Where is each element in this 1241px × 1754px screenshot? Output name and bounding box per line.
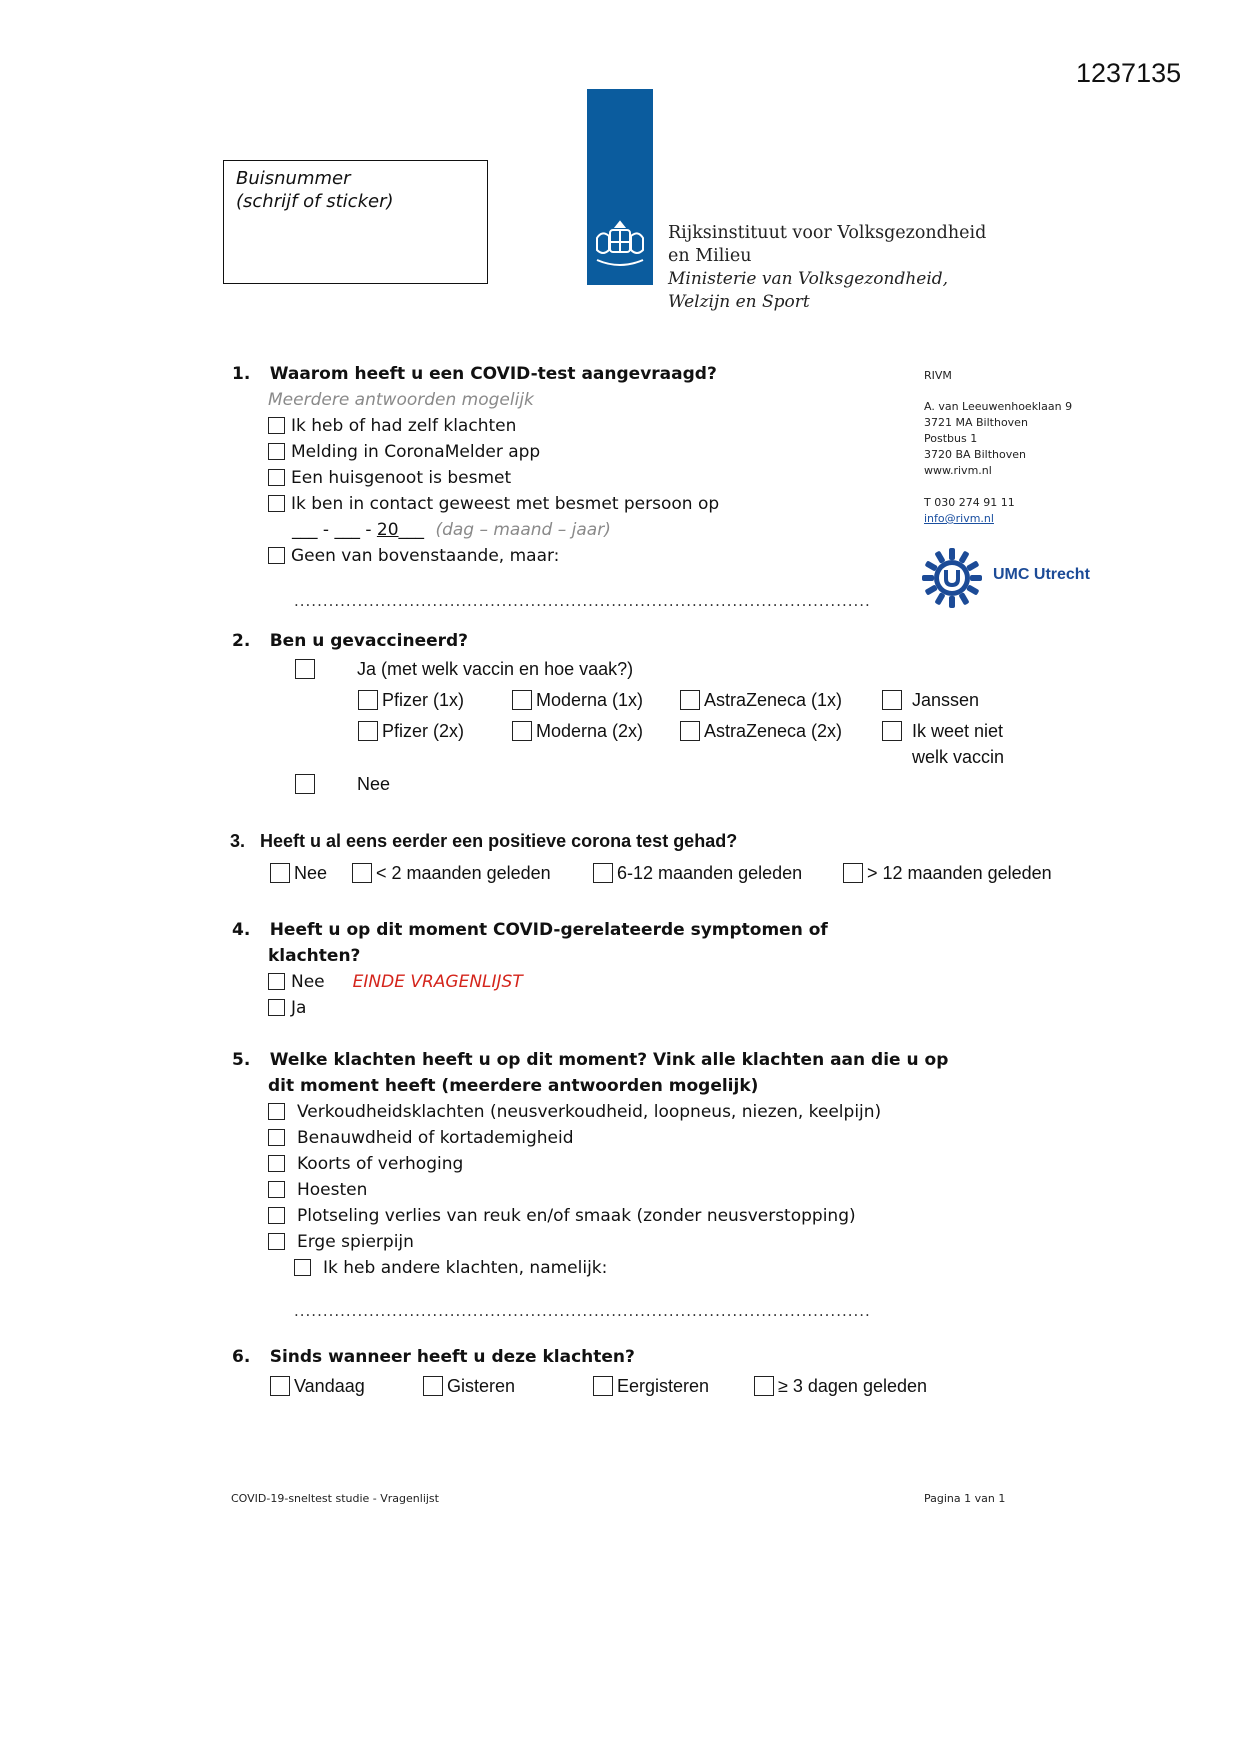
checkbox[interactable]: [268, 547, 285, 564]
q1-option-2[interactable]: [268, 442, 540, 462]
buisnummer-hint: (schrijf of sticker): [236, 191, 394, 212]
q2-unknown-label-1: Ik weet niet: [912, 721, 1004, 741]
q5-option-2-label: Benauwdheid of kortademigheid: [297, 1128, 574, 1148]
q1-option-5[interactable]: [268, 546, 559, 566]
q4-end-note: EINDE VRAGENLIJST: [352, 972, 523, 992]
q2-moderna-1x-label: Moderna (1x): [536, 690, 644, 710]
q4-title-2: klachten?: [268, 946, 361, 966]
checkbox[interactable]: [593, 863, 613, 883]
buisnummer-label: Buisnummer: [236, 168, 351, 189]
buisnummer-box[interactable]: [223, 160, 488, 284]
q1-heading: [232, 364, 717, 384]
address-postzip: 3720 BA Bilthoven: [924, 448, 1026, 461]
q1-other-line[interactable]: ....................................................................................................: [294, 592, 871, 610]
checkbox[interactable]: [270, 1376, 290, 1396]
q3-number: 3.: [230, 831, 246, 851]
checkbox[interactable]: [268, 469, 285, 486]
org-line-2: en Milieu: [668, 246, 752, 266]
q2-astra-1x[interactable]: [680, 690, 842, 711]
q5-option-4-label: Hoesten: [297, 1180, 368, 1200]
q6-title: Sinds wanneer heeft u deze klachten?: [269, 1347, 635, 1367]
q3-option-4-label: > 12 maanden geleden: [867, 863, 1052, 883]
q5-title-2: dit moment heeft (meerdere antwoorden mogelijk): [268, 1076, 759, 1096]
footer-title: COVID-19-sneltest studie - Vragenlijst: [231, 1492, 439, 1505]
q3-option-3-label: 6-12 maanden geleden: [617, 863, 803, 883]
q3-option-2-label: < 2 maanden geleden: [376, 863, 551, 883]
q5-option-1[interactable]: [268, 1102, 881, 1122]
checkbox[interactable]: [268, 443, 285, 460]
q5-option-2[interactable]: [268, 1128, 574, 1148]
q5-other-line[interactable]: ....................................................................................................: [294, 1302, 871, 1320]
q3-option-1-label: Nee: [294, 863, 328, 883]
q6-option-3[interactable]: [593, 1376, 709, 1397]
checkbox[interactable]: [268, 1181, 285, 1198]
q6-option-4[interactable]: [754, 1376, 927, 1397]
organisation-name: [668, 222, 986, 314]
q3-option-2[interactable]: [352, 863, 551, 884]
address-web: www.rivm.nl: [924, 464, 992, 477]
q2-astra-2x-label: AstraZeneca (2x): [704, 721, 843, 741]
q6-option-1-label: Vandaag: [294, 1376, 365, 1396]
checkbox[interactable]: [843, 863, 863, 883]
q6-heading: [232, 1347, 635, 1367]
q5-option-5[interactable]: [268, 1206, 856, 1226]
q6-option-2[interactable]: [423, 1376, 515, 1397]
q2-pfizer-1x[interactable]: [358, 690, 464, 711]
q1-option-1[interactable]: [268, 416, 516, 436]
q4-option-nee[interactable]: [268, 972, 523, 992]
checkbox[interactable]: [295, 659, 315, 679]
checkbox[interactable]: [882, 721, 902, 741]
checkbox[interactable]: [680, 721, 700, 741]
q3-option-3[interactable]: [593, 863, 802, 884]
checkbox[interactable]: [268, 1155, 285, 1172]
q6-option-2-label: Gisteren: [447, 1376, 516, 1396]
q5-number: 5.: [232, 1050, 251, 1070]
crest-icon: [591, 218, 649, 270]
q5-option-4[interactable]: [268, 1180, 367, 1200]
document-number: 1237135: [1076, 58, 1182, 88]
q2-ja-label: Ja (met welk vaccin en hoe vaak?): [357, 659, 634, 679]
q1-option-3[interactable]: [268, 468, 511, 488]
q1-option-1-label: Ik heb of had zelf klachten: [291, 416, 517, 436]
q2-option-ja[interactable]: [295, 659, 633, 680]
q4-ja-label: Ja: [291, 998, 307, 1018]
q2-unknown[interactable]: [882, 721, 1003, 742]
q4-nee-label: Nee: [291, 972, 325, 992]
checkbox[interactable]: [268, 1129, 285, 1146]
q2-janssen-label: Janssen: [912, 690, 980, 710]
q1-option-4[interactable]: [268, 494, 719, 514]
q4-heading: [232, 920, 828, 940]
q1-date-year[interactable]: 20: [376, 520, 399, 540]
q2-pfizer-2x-label: Pfizer (2x): [382, 721, 465, 741]
checkbox[interactable]: [423, 1376, 443, 1396]
checkbox[interactable]: [882, 690, 902, 710]
q5-option-3-label: Koorts of verhoging: [297, 1154, 464, 1174]
org-line-4: Welzijn en Sport: [668, 292, 810, 312]
checkbox[interactable]: [358, 690, 378, 710]
address-email-link[interactable]: info@rivm.nl: [924, 512, 994, 525]
q5-option-1-label: Verkoudheidsklachten (neusverkoudheid, loopneus, niezen, keelpijn): [297, 1102, 882, 1122]
q5-option-5-label: Plotseling verlies van reuk en/of smaak (zonder neusverstopping): [297, 1206, 856, 1226]
q4-option-ja[interactable]: [268, 998, 306, 1018]
q6-option-1[interactable]: [270, 1376, 365, 1397]
org-line-1: Rijksinstituut voor Volksgezondheid: [668, 223, 987, 243]
checkbox[interactable]: [352, 863, 372, 883]
q2-astra-2x[interactable]: [680, 721, 842, 742]
q2-heading: [232, 631, 468, 651]
q1-option-3-label: Een huisgenoot is besmet: [291, 468, 512, 488]
address-block: [924, 368, 1072, 527]
checkbox[interactable]: [512, 690, 532, 710]
q2-pfizer-2x[interactable]: [358, 721, 464, 742]
checkbox[interactable]: [512, 721, 532, 741]
q3-heading: [230, 831, 737, 852]
checkbox[interactable]: [295, 774, 315, 794]
q2-number: 2.: [232, 631, 251, 651]
q6-option-3-label: Eergisteren: [617, 1376, 710, 1396]
checkbox[interactable]: [268, 417, 285, 434]
q5-option-7[interactable]: [294, 1258, 607, 1278]
checkbox[interactable]: [268, 495, 285, 512]
q1-number: 1.: [232, 364, 251, 384]
q1-date-field[interactable]: [292, 520, 611, 540]
q5-option-7-label: Ik heb andere klachten, namelijk:: [323, 1258, 608, 1278]
q1-option-4-label: Ik ben in contact geweest met besmet persoon op: [291, 494, 720, 514]
checkbox[interactable]: [680, 690, 700, 710]
q4-title-1: Heeft u op dit moment COVID-gerelateerde symptomen of: [269, 920, 828, 940]
checkbox[interactable]: [268, 1233, 285, 1250]
address-zip: 3721 MA Bilthoven: [924, 416, 1028, 429]
q1-date-hint: (dag – maand – jaar): [435, 520, 611, 540]
checkbox[interactable]: [268, 1207, 285, 1224]
q5-title-1: Welke klachten heeft u op dit moment? Vink alle klachten aan die u op: [269, 1050, 949, 1070]
q3-option-1[interactable]: [270, 863, 327, 884]
address-name: RIVM: [924, 369, 952, 382]
q2-nee-label: Nee: [357, 774, 391, 794]
q6-number: 6.: [232, 1347, 251, 1367]
q3-option-4[interactable]: [843, 863, 1052, 884]
q5-heading: [232, 1050, 948, 1070]
checkbox[interactable]: [268, 1103, 285, 1120]
q3-title: Heeft u al eens eerder een positieve corona test gehad?: [260, 831, 738, 851]
address-street: A. van Leeuwenhoeklaan 9: [924, 400, 1073, 413]
q1-date-year-blank[interactable]: ___: [398, 520, 425, 540]
org-line-3: Ministerie van Volksgezondheid,: [668, 269, 949, 289]
q1-date-blanks[interactable]: ___ - ___ -: [292, 520, 377, 540]
checkbox[interactable]: [268, 973, 285, 990]
q6-option-4-label: ≥ 3 dagen geleden: [778, 1376, 928, 1396]
address-postbus: Postbus 1: [924, 432, 978, 445]
checkbox[interactable]: [358, 721, 378, 741]
q2-moderna-1x[interactable]: [512, 690, 643, 711]
q4-number: 4.: [232, 920, 251, 940]
footer-page: Pagina 1 van 1: [924, 1492, 1006, 1505]
q2-janssen[interactable]: [882, 690, 979, 711]
q1-option-5-label: Geen van bovenstaande, maar:: [291, 546, 560, 566]
checkbox[interactable]: [294, 1259, 311, 1276]
q2-unknown-label-2: welk vaccin: [912, 747, 1005, 767]
q1-hint: Meerdere antwoorden mogelijk: [268, 390, 534, 410]
q2-option-nee[interactable]: [295, 774, 390, 795]
address-phone: T 030 274 91 11: [924, 496, 1015, 509]
checkbox[interactable]: [268, 999, 285, 1016]
q2-moderna-2x-label: Moderna (2x): [536, 721, 644, 741]
q1-option-2-label: Melding in CoronaMelder app: [291, 442, 541, 462]
checkbox[interactable]: [593, 1376, 613, 1396]
q1-title: Waarom heeft u een COVID-test aangevraagd?: [269, 364, 717, 384]
q5-option-6[interactable]: [268, 1232, 414, 1252]
q5-option-6-label: Erge spierpijn: [297, 1232, 414, 1252]
checkbox[interactable]: [754, 1376, 774, 1396]
q5-option-3[interactable]: [268, 1154, 463, 1174]
q2-pfizer-1x-label: Pfizer (1x): [382, 690, 465, 710]
checkbox[interactable]: [270, 863, 290, 883]
q2-title: Ben u gevaccineerd?: [269, 631, 469, 651]
q2-astra-1x-label: AstraZeneca (1x): [704, 690, 843, 710]
q2-moderna-2x[interactable]: [512, 721, 643, 742]
umc-label: UMC Utrecht: [993, 566, 1090, 583]
